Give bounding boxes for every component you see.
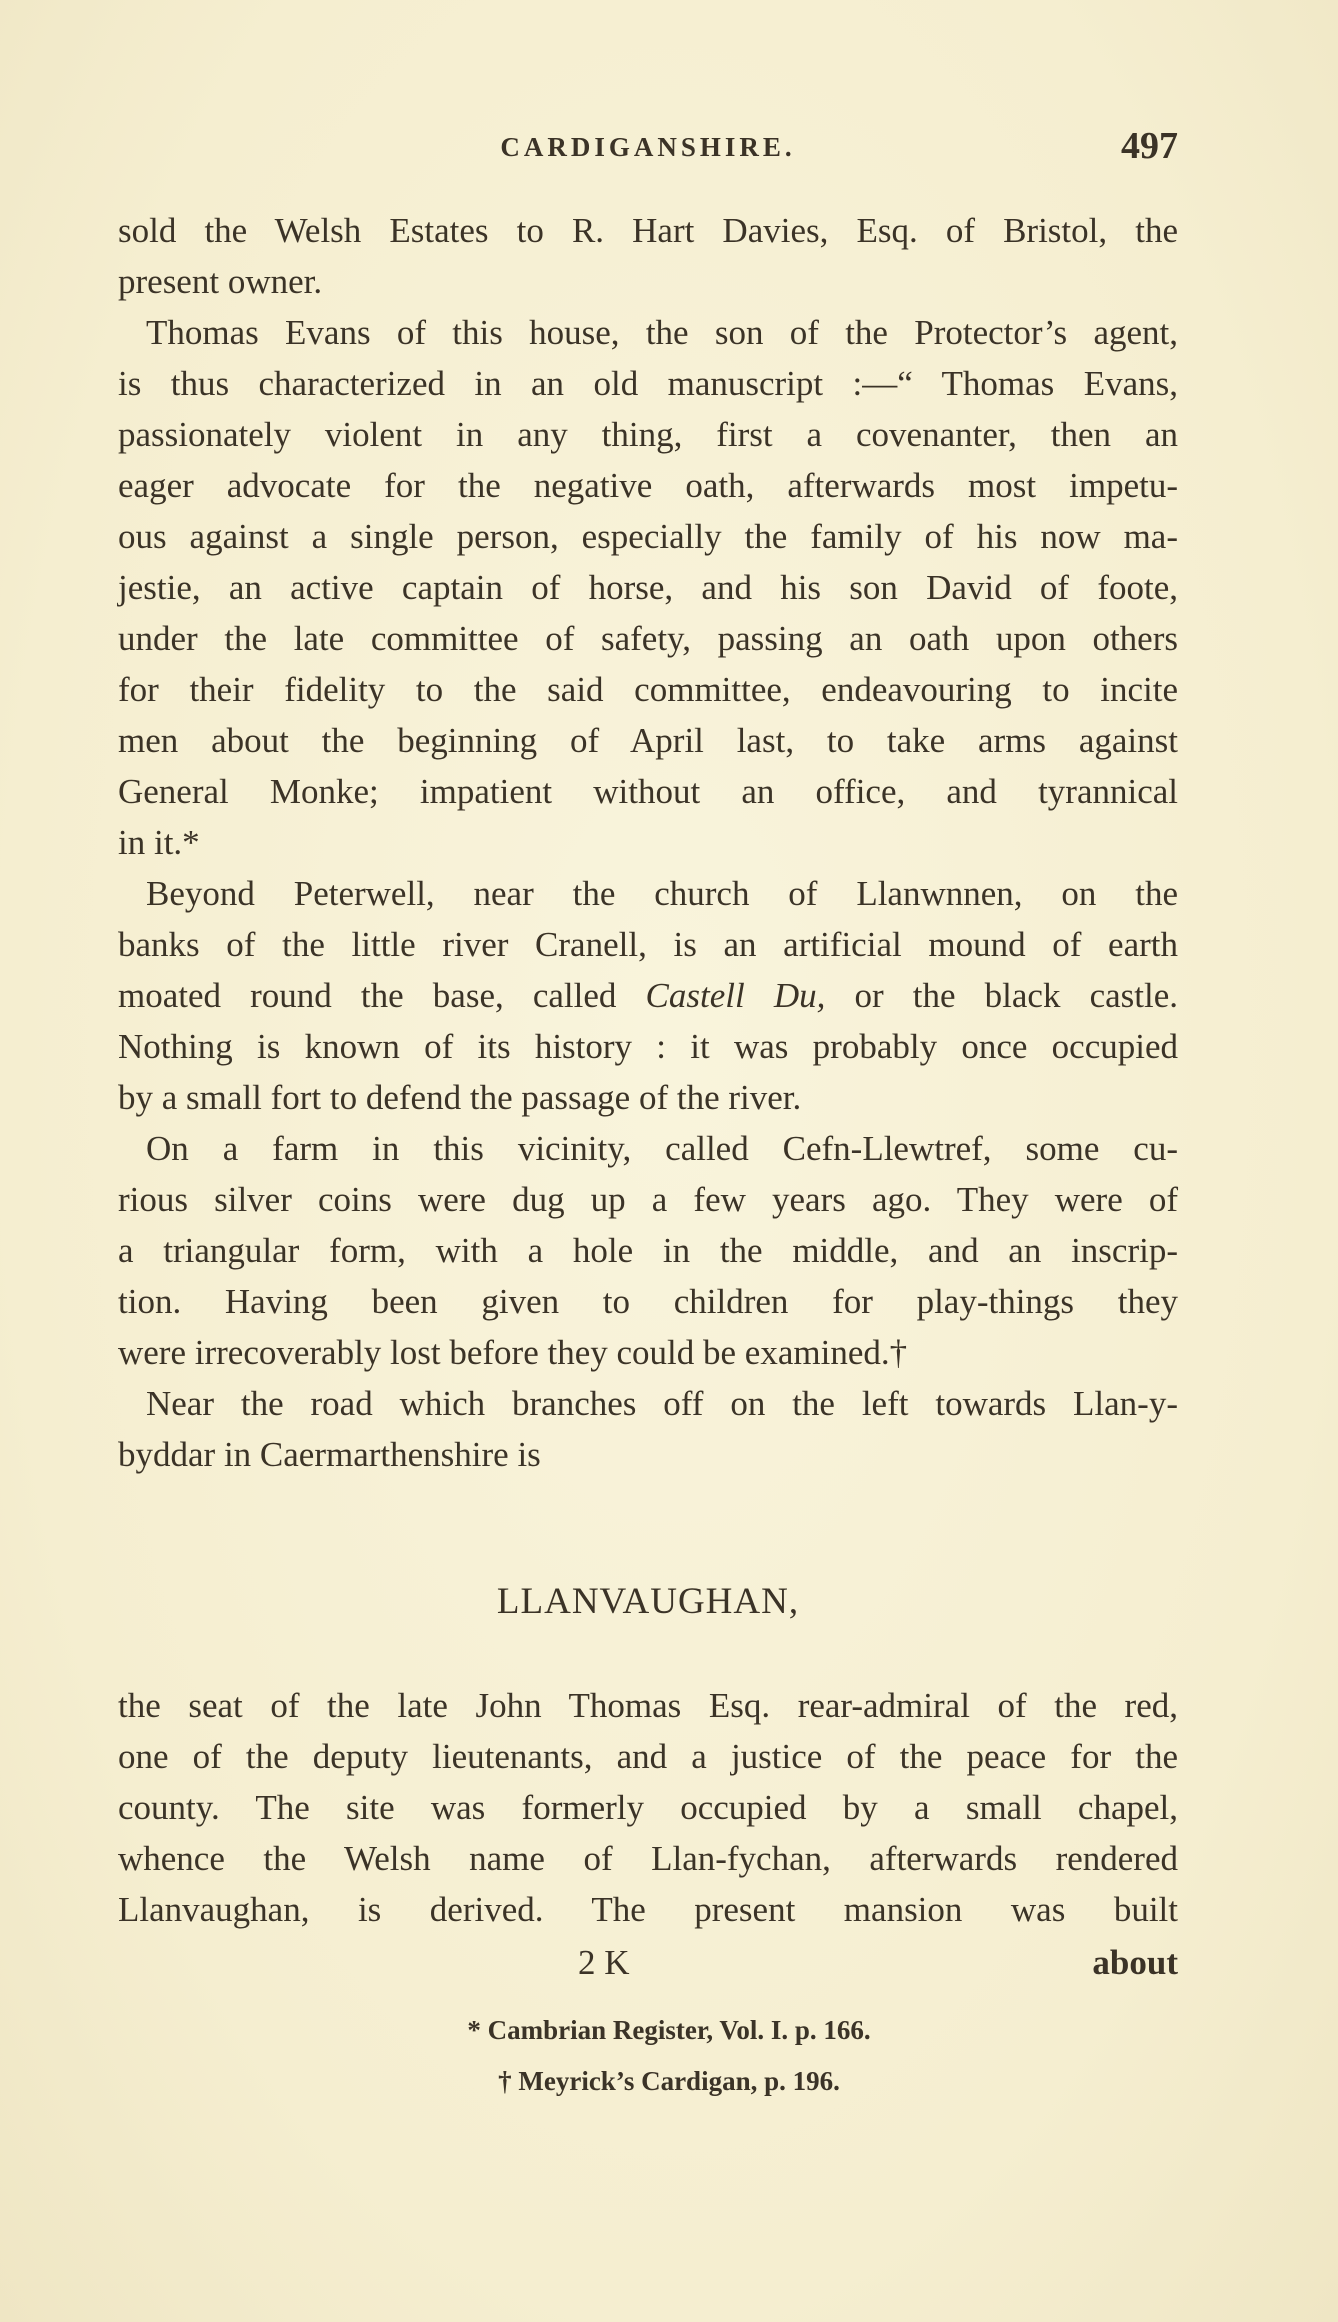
text-run: Near the road which branches off on the left towards Llan-y- — [146, 1384, 1178, 1423]
text-run: county. The site was formerly occupied by a small chapel, — [118, 1788, 1178, 1827]
italic-text: Castell Du, — [645, 976, 826, 1015]
signature-row — [118, 1937, 1178, 1988]
text-run: tion. Having been given to children for play-things they — [118, 1282, 1178, 1321]
text-line — [118, 766, 1178, 817]
text-run: Beyond Peterwell, near the church of Llanwnnen, on the — [146, 874, 1178, 913]
footnote: † Meyrick’s Cardigan, p. 196. — [498, 2066, 840, 2096]
page-number: 497 — [1121, 125, 1178, 167]
text-line — [118, 1225, 1178, 1276]
text-run: General Monke; impatient without an office, and tyrannical — [118, 772, 1178, 811]
text-line — [118, 1276, 1178, 1327]
text-run: Nothing is known of its history : it was probably once occupied — [118, 1027, 1178, 1066]
text-line — [118, 1833, 1178, 1884]
text-run: jestie, an active captain of horse, and his son David of foote, — [118, 568, 1178, 607]
text-run: for their fidelity to the said committee, endeavouring to incite — [118, 670, 1178, 709]
text-run: by a small fort to defend the passage of the river. — [118, 1078, 802, 1117]
text-run: banks of the little river Cranell, is an artificial mound of earth — [118, 925, 1178, 964]
text-line — [118, 256, 1178, 307]
text-run: is thus characterized in an old manuscript :—“ Thomas Evans, — [118, 364, 1178, 403]
text-line — [118, 562, 1178, 613]
text-line — [118, 205, 1178, 256]
text-run: the seat of the late John Thomas Esq. rear-admiral of the red, — [118, 1686, 1178, 1725]
text-line — [118, 511, 1178, 562]
text-run: moated round the base, called — [118, 976, 646, 1015]
running-title: CARDIGANSHIRE. — [500, 132, 796, 162]
catchword: about — [1092, 1943, 1178, 1982]
text-line — [118, 1174, 1178, 1225]
text-line — [118, 868, 1178, 919]
body-text — [118, 205, 1178, 1480]
text-run: Thomas Evans of this house, the son of the Protector’s agent, — [146, 313, 1178, 352]
text-run: passionately violent in any thing, first a covenanter, then an — [118, 415, 1178, 454]
text-line — [118, 1123, 1178, 1174]
text-line — [118, 613, 1178, 664]
text-line — [118, 1021, 1178, 1072]
text-run: eager advocate for the negative oath, afterwards most impetu- — [118, 466, 1178, 505]
text-run: present owner. — [118, 262, 323, 301]
text-line — [118, 358, 1178, 409]
text-line — [118, 460, 1178, 511]
text-run: or the black castle. — [825, 976, 1178, 1015]
text-run: ous against a single person, especially the family of his now ma- — [118, 517, 1178, 556]
text-line — [118, 307, 1178, 358]
text-run: one of the deputy lieutenants, and a justice of the peace for the — [118, 1737, 1178, 1776]
text-line — [118, 664, 1178, 715]
text-run: under the late committee of safety, passing an oath upon others — [118, 619, 1178, 658]
text-line — [118, 970, 1178, 1021]
signature-mark: 2 K — [578, 1943, 630, 1982]
text-run: in it.* — [118, 823, 200, 862]
text-run: Llanvaughan, is derived. The present mansion was built — [118, 1890, 1178, 1929]
text-run: On a farm in this vicinity, called Cefn-Llewtref, some cu- — [146, 1129, 1178, 1168]
text-line — [118, 1429, 1178, 1480]
text-line — [118, 1378, 1178, 1429]
text-line — [118, 1782, 1178, 1833]
text-run: whence the Welsh name of Llan-fychan, afterwards rendered — [118, 1839, 1178, 1878]
text-line — [118, 817, 1178, 868]
text-line — [118, 919, 1178, 970]
text-line — [118, 1680, 1178, 1731]
text-line — [118, 409, 1178, 460]
text-run: a triangular form, with a hole in the middle, and an inscrip- — [118, 1231, 1178, 1270]
body-text-continued — [118, 1680, 1178, 1935]
text-line — [118, 1731, 1178, 1782]
text-line — [118, 1072, 1178, 1123]
text-line — [118, 715, 1178, 766]
text-run: were irrecoverably lost before they could be examined.† — [118, 1333, 908, 1372]
text-run: men about the beginning of April last, to take arms against — [118, 721, 1178, 760]
text-run: rious silver coins were dug up a few years ago. They were of — [118, 1180, 1178, 1219]
section-heading: LLANVAUGHAN, — [496, 1581, 800, 1622]
footnotes — [0, 2005, 1338, 2107]
text-run: byddar in Caermarthenshire is — [118, 1435, 541, 1474]
running-head — [118, 124, 1178, 168]
text-line — [118, 1327, 1178, 1378]
text-run: sold the Welsh Estates to R. Hart Davies, Esq. of Bristol, the — [118, 211, 1178, 250]
footnote: * Cambrian Register, Vol. I. p. 166. — [467, 2015, 871, 2045]
text-line — [118, 1884, 1178, 1935]
